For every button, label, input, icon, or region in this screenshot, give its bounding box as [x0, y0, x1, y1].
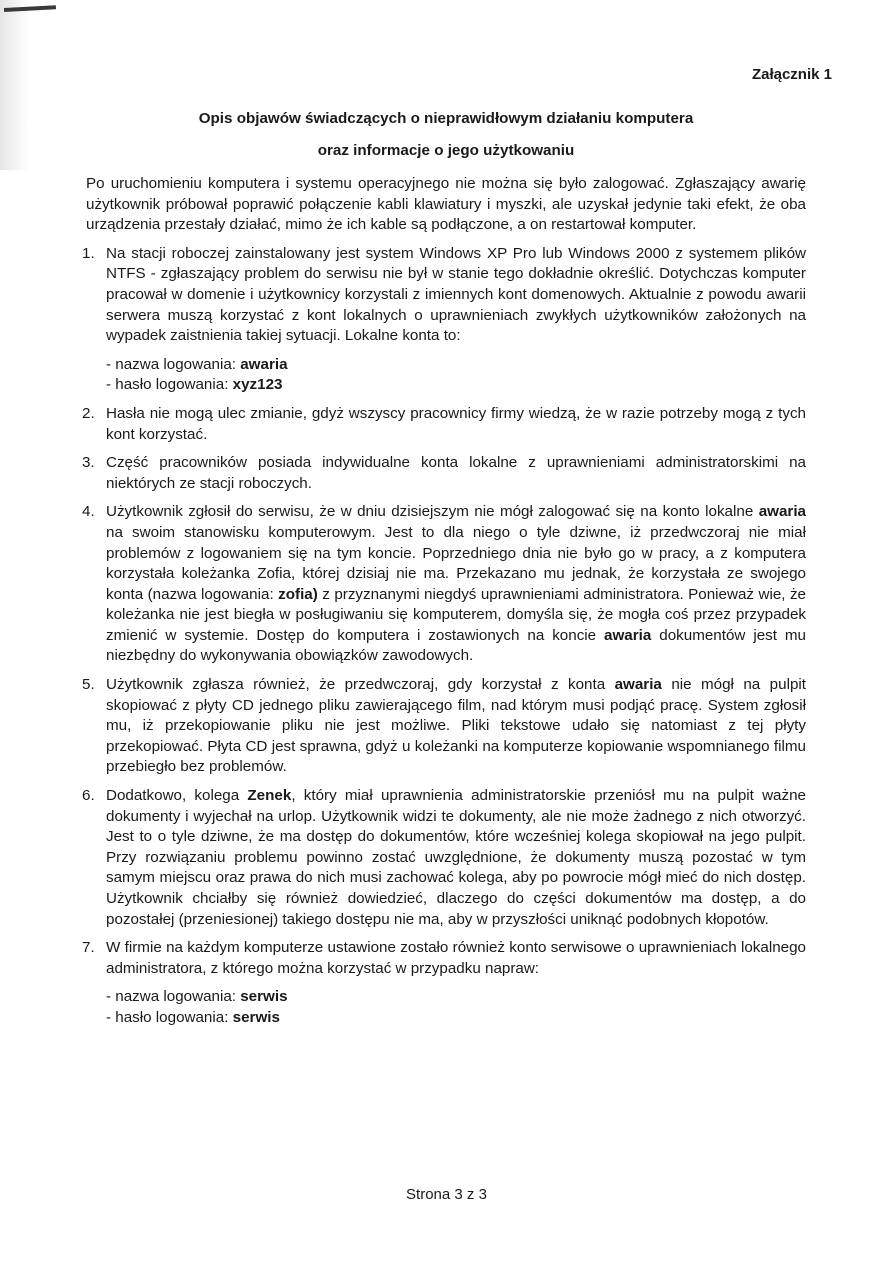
item-text-part: Użytkownik zgłasza również, że przedwczoraj, gdy korzystał z konta [106, 676, 615, 694]
password-label: - hasło logowania: [106, 1008, 233, 1026]
password-value: xyz123 [232, 376, 283, 394]
item-number: 4. [82, 503, 95, 521]
password-line [106, 1008, 806, 1029]
intro-paragraph: Po uruchomieniu komputera i systemu operacyjnego nie można się było zalogować. Zgłaszający awarię użytkownik próbował poprawić połączenie kabli klawiatury i myszki, ale uzyskał jedynie taki efekt, że oba urządzenia przestały działać, mimo że ich kable są podłączone, a on restartował komputer. [86, 175, 806, 234]
login-value: awaria [240, 355, 288, 373]
item-text-part: , który miał uprawnienia administratorskie przeniósł mu na pulpit ważne dokumenty i wyjechał na urlop. Użytkownik widzi te dokumenty, ale nie może żadnego z nich otworzyć. Jest to o tyle dziwne, że ma dostęp do dokumentów, które wcześniej kolega skopiował na jego pulpit. Przy rozwiązaniu problemu powinno zostać uwzględnione, że dokumenty muszą pozostać w tym samym miejscu oraz prawa do nich musi zachować kolega, aby po powrocie mógł mieć do nich dostęp. Użytkownik chciałby się również dowiedzieć, dlaczego do części dokumentów ma dostęp, a do pozostałej (przeniesionej) takiego dostępu nie ma, aby w przyszłości uniknąć podobnych kłopotów. [106, 787, 806, 928]
item-number: 3. [82, 454, 95, 472]
item-text: W firmie na każdym komputerze ustawione zostało również konto serwisowe o uprawnieniach lokalnego administratora, z którego można korzystać w przypadku napraw: [106, 939, 806, 977]
item-text-part: nie mógł na pulpit skopiować z płyty CD jednego pliku zawierającego film, nad którym musi podjąć pracę. System zgłosił mu, iż przekopiowanie pliku nie jest możliwe. Pliki tekstowe udało się natomiast z tej płyty przekopiować. Płyta CD jest sprawna, gdyż u koleżanki na komputerze kopiowanie wspomnianego filmu przebiegło bez problemów. [106, 676, 806, 776]
login-label: - nazwa logowania: [106, 988, 241, 1006]
credentials [106, 987, 806, 1028]
item-text-part: na swoim stanowisku komputerowym. Jest to dla niego o tyle dziwne, iż przedwczoraj nie miał problemów z logowaniem się na tym koncie. Poprzedniego dnia nie było go w pracy, a z komputera korzystała koleżanka Zofia, której dzisiaj nie ma. Przekazano mu jednak, że korzystała ze swojego konta (nazwa logowania: [106, 523, 806, 603]
item-number: 7. [82, 939, 95, 957]
annex-label: Załącznik 1 [751, 66, 832, 83]
document-title-line-2: oraz informacje o jego użytkowaniu [317, 142, 575, 159]
item-text [106, 502, 806, 667]
item-text-part: z przyznanymi niegdyś uprawnieniami administratora. Ponieważ wie, że koleżanka nie jest biegła w posługiwaniu się komputerem, domyśla się, że mogła coś przez przypadek zmienić w systemie. Dostęp do komputera i zostawionych na koncie [106, 585, 807, 644]
item-text-part: Dodatkowo, kolega [106, 787, 248, 805]
login-label: - nazwa logowania: [106, 355, 241, 373]
item-text [106, 786, 806, 930]
list-item [82, 502, 807, 667]
password-label: - hasło logowania: [106, 376, 233, 394]
item-number: 2. [82, 404, 95, 422]
numbered-list [82, 244, 807, 1029]
document-body [82, 174, 807, 1037]
list-item [82, 244, 806, 396]
credentials [106, 355, 806, 396]
item-bold-term: Zenek [247, 787, 292, 805]
list-item [82, 675, 806, 778]
item-number: 1. [82, 244, 95, 262]
password-value: serwis [232, 1008, 280, 1026]
item-text-part: dokumentów jest mu niezbędny do wykonywania obowiązków zawodowych. [106, 626, 806, 665]
item-text [106, 675, 806, 778]
document-title-line-1: Opis objawów świadczących o nieprawidłowym działaniu komputera [198, 110, 694, 127]
page-number: Strona 3 z 3 [406, 1186, 487, 1203]
item-text: Hasła nie mogą ulec zmianie, gdyż wszyscy pracownicy firmy wiedzą, że w razie potrzeby mogą z tych kont korzystać. [106, 404, 806, 443]
item-text-part: Użytkownik zgłosił do serwisu, że w dniu dzisiejszym nie mógł zalogować się na konto lokalne [106, 503, 759, 521]
item-number: 5. [82, 676, 95, 694]
item-number: 6. [82, 787, 95, 805]
login-value: serwis [240, 988, 288, 1006]
login-line [106, 355, 806, 376]
item-bold-term: awaria [604, 626, 652, 644]
list-item [82, 938, 806, 1028]
password-line [106, 375, 806, 396]
list-item [82, 786, 806, 930]
item-bold-term: zofia) [278, 585, 318, 603]
item-text: Część pracowników posiada indywidualne konta lokalne z uprawnieniami administratorskimi na niektórych ze stacji roboczych. [106, 454, 806, 492]
login-line [106, 987, 806, 1008]
item-bold-term: awaria [758, 503, 806, 521]
list-item [82, 404, 806, 445]
scan-shadow [0, 0, 30, 170]
item-bold-term: awaria [614, 676, 662, 694]
item-text: Na stacji roboczej zainstalowany jest system Windows XP Pro lub Windows 2000 z systemem plików NTFS - zgłaszający problem do serwisu nie był w stanie tego dokładnie określić. Dotychczas komputer pracował w domenie i użytkownicy korzystali z imiennych kont domenowych. Aktualnie z powodu awarii serwera muszą korzystać z kont lokalnych o uprawnieniach zwykłych użytkowników założonych na wypadek zaistnienia takiej sytuacji. Lokalne konta to: [106, 244, 806, 345]
list-item [82, 453, 806, 494]
